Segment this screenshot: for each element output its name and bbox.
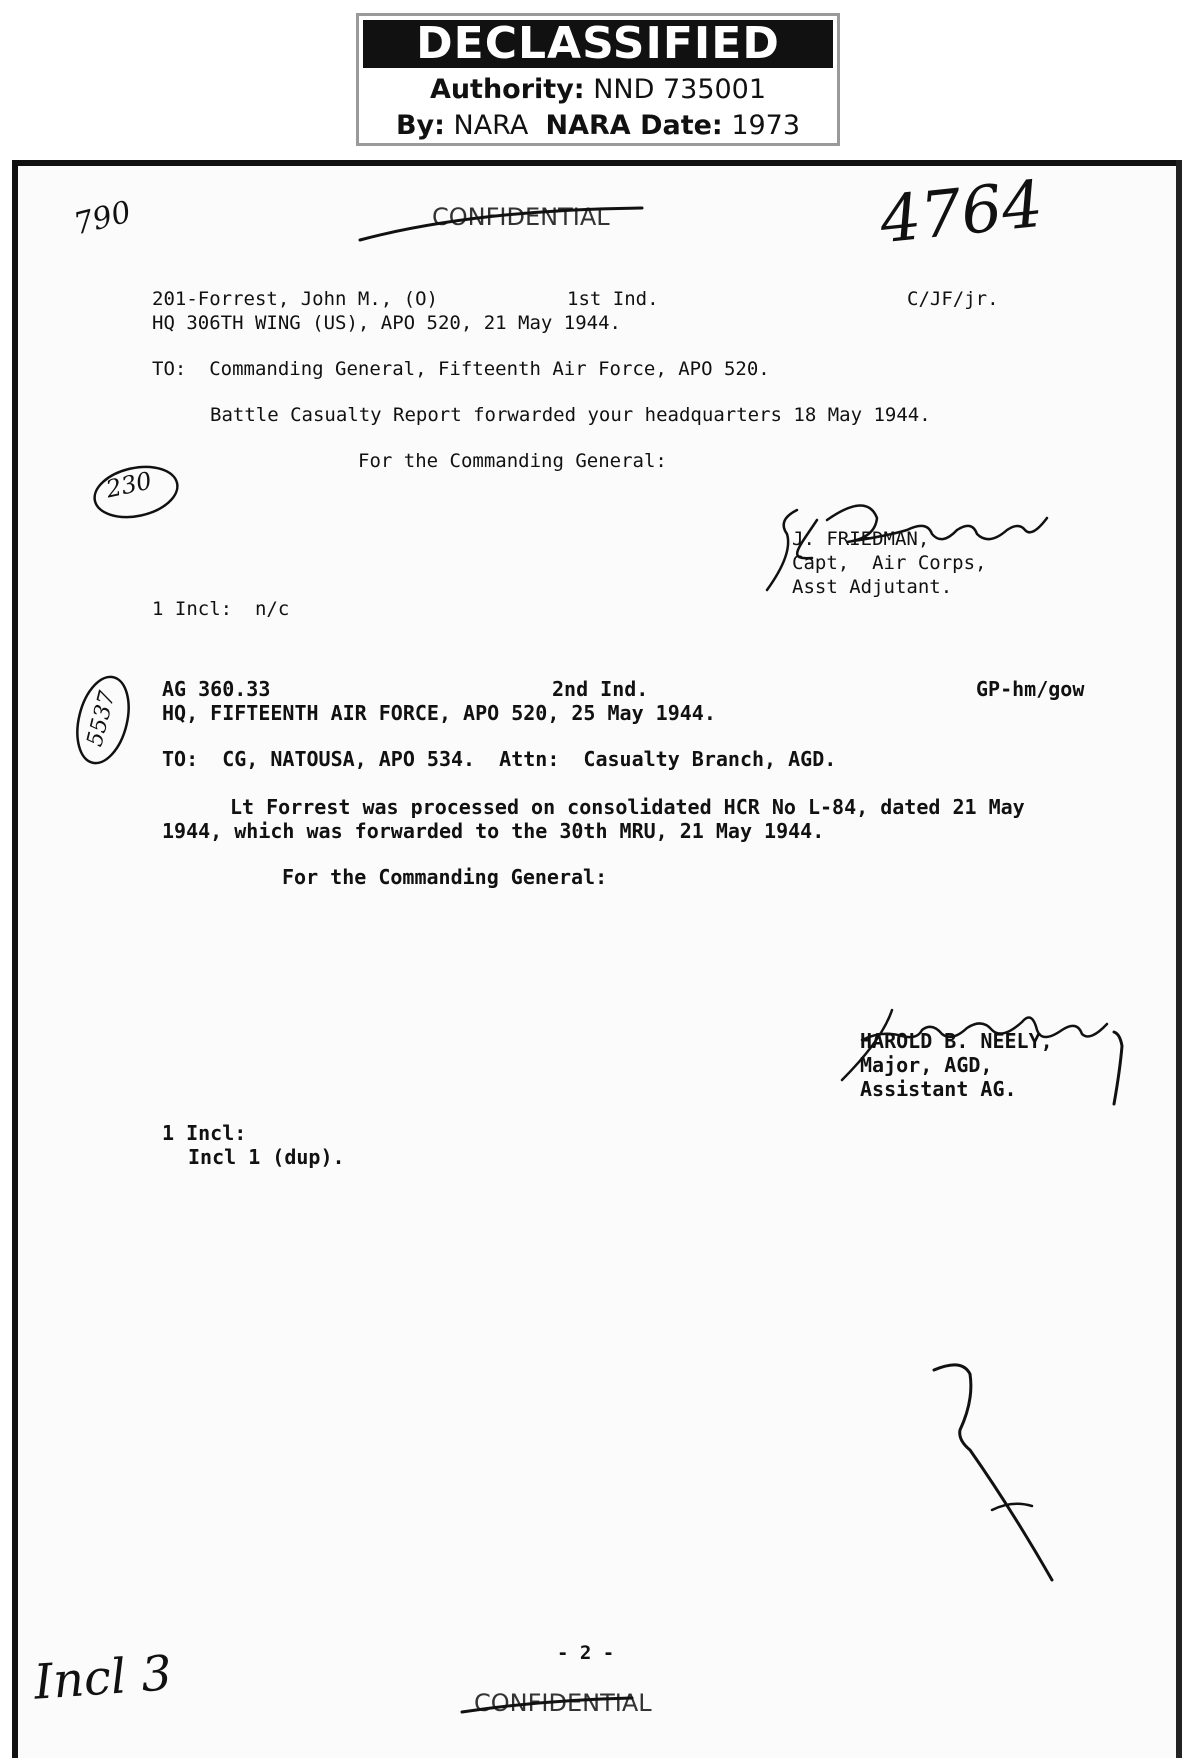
document-page [12,160,1182,1758]
handwritten-check-mark [922,1360,1082,1600]
stamp-title: DECLASSIFIED [363,20,833,68]
second-ind-initials: GP-hm/gow [976,677,1085,701]
declassified-stamp [356,13,840,146]
first-ind-initials: C/JF/jr. [907,288,999,310]
second-ind-body-line-2: 1944, which was forwarded to the 30th MRU, 21 May 1944. [162,819,825,843]
second-ind-to-line: TO: CG, NATOUSA, APO 534. Attn: Casualty Branch, AGD. [162,747,837,771]
first-ind-hq-line: HQ 306TH WING (US), APO 520, 21 May 1944. [152,312,621,334]
scan-edge-top [12,160,1182,166]
handwritten-note-230: 230 [103,466,155,504]
first-ind-signer-title: Asst Adjutant. [792,576,953,598]
second-ind-hq-line: HQ, FIFTEENTH AIR FORCE, APO 520, 25 May 1944. [162,701,716,725]
stamp-by-value: NARA [453,110,529,141]
second-ind-signer-rank: Major, AGD, [860,1053,993,1077]
first-ind-reference: 201-Forrest, John M., (O) [152,288,438,310]
page-number: - 2 - [557,1642,615,1664]
first-ind-to-line: TO: Commanding General, Fifteenth Air Force, APO 520. [152,358,770,380]
scan-edge-left [12,160,18,1758]
stamp-date-value: 1973 [731,110,801,141]
second-ind-for-line: For the Commanding General: [282,865,608,889]
handwritten-note-790: 790 [70,194,135,243]
second-ind-signer-name: HAROLD B. NEELY, [860,1029,1053,1053]
first-ind-signer-name: J. FRIEDMAN, [792,528,930,550]
classification-top-strike [352,200,652,250]
first-ind-for-line: For the Commanding General: [358,450,667,472]
stamp-by-label: By: [395,110,445,141]
stamp-authority-value: NND 735001 [593,74,767,105]
second-ind-inclosure-label: 1 Incl: [162,1121,247,1145]
first-ind-inclosure: 1 Incl: n/c [152,598,290,620]
stamp-authority-line [359,74,837,105]
first-ind-body: Battle Casualty Report forwarded your headquarters 18 May 1944. [210,404,931,426]
first-ind-signer-rank: Capt, Air Corps, [792,552,987,574]
second-ind-label: 2nd Ind. [552,677,649,701]
first-ind-label: 1st Ind. [567,288,659,310]
second-ind-body-line-1: Lt Forrest was processed on consolidated HCR No L-84, dated 21 May [230,795,1025,819]
stamp-by-line [359,110,837,141]
scan-edge-right [1176,160,1182,1758]
second-ind-inclosure-item: Incl 1 (dup). [188,1145,345,1169]
stamp-date-label: NARA Date: [545,110,723,141]
second-ind-reference: AG 360.33 [162,677,271,701]
handwritten-note-4764: 4764 [876,167,1047,259]
handwritten-note-incl-3: Incl 3 [32,1645,174,1711]
classification-bottom: CONFIDENTIAL [474,1689,652,1717]
stamp-authority-label: Authority: [429,74,585,105]
classification-bottom-strike [452,1686,652,1726]
classification-top: CONFIDENTIAL [432,203,610,231]
second-ind-signer-title: Assistant AG. [860,1077,1017,1101]
handwritten-note-5537: 5537 [82,688,121,750]
